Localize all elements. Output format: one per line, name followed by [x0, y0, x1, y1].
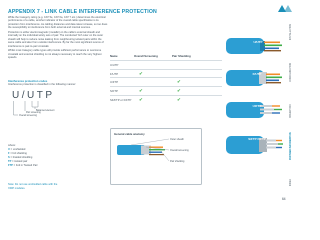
sidebar-item-further-information[interactable]: FURTHER INFORMATION [290, 132, 292, 160]
table-header-overall: Overall Screening [134, 54, 158, 58]
legend-text: = unshielded [9, 148, 26, 151]
anatomy-label-pair-shielding: Pair shielding [170, 159, 185, 163]
cable-label-sftp: S/FTP F/FTP [248, 137, 266, 141]
anatomy-label-outer-sheath: Outer sheath [170, 137, 184, 141]
note-text: Note: Do not use unshielded cable with the XDIP modules. [8, 183, 58, 190]
table-cell-overall: ✔ [134, 95, 172, 103]
legend-list [8, 144, 78, 168]
diagram-label-overall: Overall screening [19, 115, 37, 117]
diagram-label-pair: Pair screening [26, 112, 41, 114]
intro-text [8, 16, 108, 61]
table-cell-name: F/UTP [110, 69, 134, 78]
cable-anatomy-illustration [111, 129, 201, 184]
table-cell-overall: ✔ [134, 87, 172, 96]
table-header-pair: Pair Shielding [172, 54, 191, 58]
table-row [110, 87, 222, 96]
table-row [110, 61, 222, 70]
diagram-label-twisted: Balanced element [36, 110, 55, 112]
table-row [110, 78, 222, 87]
legend-key: U [8, 148, 10, 151]
legend-text: = Foil in Twisted Pair [12, 164, 38, 167]
anatomy-label-overall-screening: Overall screening [170, 148, 189, 152]
table-cell-pair [172, 61, 222, 70]
table-cell-pair: ✔ [172, 95, 222, 103]
paragraph-3: Whilst most Category cable types will provide sufficient performance to overcome crosstalk and external shielding is not always necessary to reach the very highest speeds. [8, 49, 102, 60]
legend-key: S [8, 156, 10, 159]
sidebar-item-installation[interactable]: INSTALLATION [290, 24, 292, 40]
legend-key: F [8, 152, 10, 155]
table-cell-name: U/FTP [110, 78, 134, 87]
table-row [110, 95, 222, 103]
table-row [110, 69, 222, 78]
table-cell-name: S/FTP [110, 87, 134, 96]
page-title: APPENDIX 7 - LINK CABLE INTERFERENCE PROTECTION [8, 9, 157, 15]
legend-key: TP [8, 160, 12, 163]
page-number: 64 [282, 197, 286, 201]
cable-anatomy-title: General cable anatomy [114, 131, 145, 136]
cable-label-ftp: F/UTP [252, 72, 262, 76]
legend-key: FTP [8, 164, 13, 167]
table-cell-overall [134, 61, 172, 70]
table-cell-name: U/UTP [110, 61, 134, 70]
cable-label-utp: U/UTP [253, 40, 263, 44]
legend-intro: where: [8, 144, 16, 147]
interference-codes-heading: Interference protection codes [8, 79, 48, 83]
shielding-table [110, 53, 222, 103]
cable-anatomy-box [110, 128, 202, 185]
utp-code: U/UTP [12, 90, 55, 101]
table-cell-overall: ✔ [134, 69, 172, 78]
table-cell-pair [172, 69, 222, 78]
sidebar-item-configuration[interactable]: CONFIGURATION [290, 62, 292, 82]
code-breakdown-diagram [10, 101, 55, 131]
table-cell-overall [134, 78, 172, 87]
legend-text: = twisted pair [11, 160, 28, 163]
paragraph-1: While the Category rating (e.g. CAT 5e, CAT 6a, CAT 7 etc.) determines the electrical performance of a cable, another indicator of the overall cable specification is its protection from interference. As cabling distances and data rates increase, so too does the susceptibility to interference from both external and internal sources. [8, 16, 108, 30]
legend-text: = braided shielding [9, 156, 33, 159]
legend-item [8, 164, 78, 168]
table-header-row [110, 53, 222, 61]
interference-codes-description: Interference protection is classified in the following manner: [8, 83, 77, 86]
legend-text: = foil shielding [9, 152, 27, 155]
table-cell-name: SF/FTP or F/FTP [110, 95, 134, 103]
paragraph-2: Protection is either electromagnetic (metallic) on the cable's external sheath and internally on the individual twisty sets of pair. The conducted 'foil' outer on the outer sheath will help to reduce noise leaking from neighbouring twisted pairs within the same cable and also from outside interference. By far the most significant source of interference is pair-to-pair crosstalk. [8, 31, 104, 48]
table-cell-pair: ✔ [172, 78, 222, 87]
side-navigation [287, 0, 300, 212]
sidebar-item-index[interactable]: INDEX [290, 178, 292, 186]
sidebar-item-operation[interactable]: OPERATION [290, 104, 292, 118]
cable-label-uftp: U/FTP [252, 104, 262, 108]
table-cell-pair: ✔ [172, 87, 222, 96]
table-header-name: Name [110, 54, 118, 58]
